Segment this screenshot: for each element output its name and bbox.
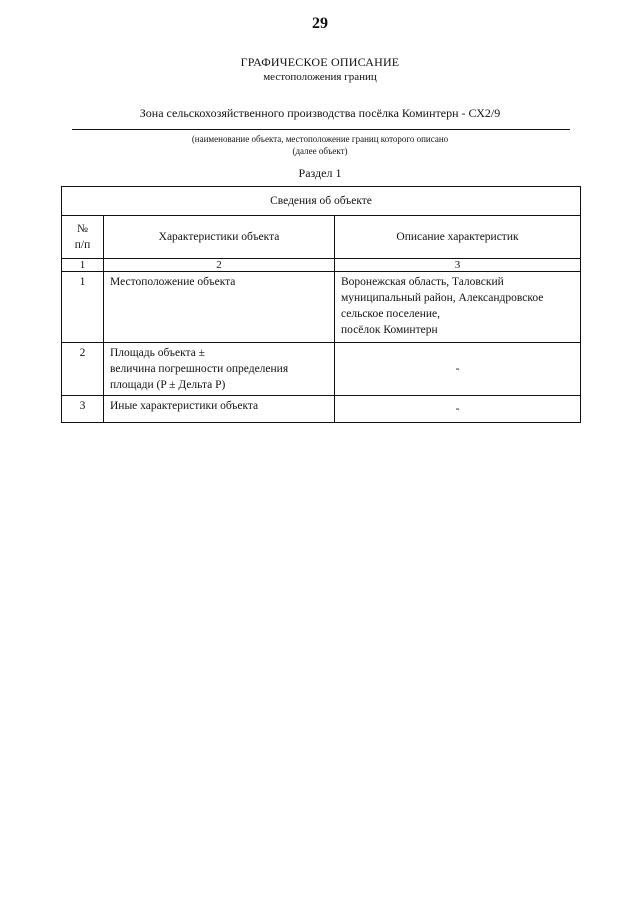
row-description: [335, 396, 581, 423]
object-name-underline: [72, 129, 570, 130]
description-line: муниципальный район, Александровское: [341, 292, 544, 304]
row-description: [335, 272, 581, 343]
header-characteristics: Характеристики объекта: [104, 216, 335, 259]
page-number: 29: [312, 15, 328, 32]
table-body: [62, 272, 581, 423]
row-characteristic: [104, 343, 335, 396]
object-name: Зона сельскохозяйственного производства посёлка Коминтерн - СХ2/9: [139, 106, 501, 120]
table-row: [62, 272, 581, 343]
row-number: 2: [62, 343, 104, 396]
description-line: Воронежская область, Таловский: [341, 276, 504, 288]
object-info-table: [61, 186, 581, 423]
row-characteristic: [104, 396, 335, 423]
header-num-line-2: п/п: [74, 239, 91, 251]
row-description: [335, 343, 581, 396]
description-line: посёлок Коминтерн: [341, 324, 438, 336]
description-line: сельское поселение,: [341, 308, 440, 320]
header-description: Описание характеристик: [335, 216, 581, 259]
description-line: -: [455, 403, 460, 415]
header-num: [62, 216, 104, 259]
column-number-1: 1: [62, 259, 104, 272]
characteristic-line: Местоположение объекта: [110, 276, 236, 288]
characteristic-line: Иные характеристики объекта: [110, 400, 259, 412]
row-number: 3: [62, 396, 104, 423]
document-subtitle: местоположения границ: [263, 71, 377, 83]
table-caption: Сведения об объекте: [62, 187, 581, 216]
description-line: -: [455, 363, 460, 375]
column-number-3: 3: [335, 259, 581, 272]
table-header-row: [62, 216, 581, 259]
column-number-row: [62, 259, 581, 272]
characteristic-line: величина погрешности определения: [110, 363, 289, 375]
table-caption-row: [62, 187, 581, 216]
row-number: 1: [62, 272, 104, 343]
row-characteristic: [104, 272, 335, 343]
characteristic-line: площади (P ± Дельта P): [110, 379, 226, 391]
column-number-2: 2: [104, 259, 335, 272]
header-num-line-1: №: [77, 223, 88, 235]
document-title: ГРАФИЧЕСКОЕ ОПИСАНИЕ: [240, 55, 400, 69]
object-caption-line-1: (наименование объекта, местоположение границ которого описано: [191, 134, 449, 144]
characteristic-line: Площадь объекта ±: [110, 347, 205, 359]
object-name-caption: [0, 133, 640, 157]
table-row: [62, 343, 581, 396]
object-caption-line-2: (далее объект): [292, 146, 348, 156]
section-title: Раздел 1: [298, 166, 342, 180]
table-row: [62, 396, 581, 423]
